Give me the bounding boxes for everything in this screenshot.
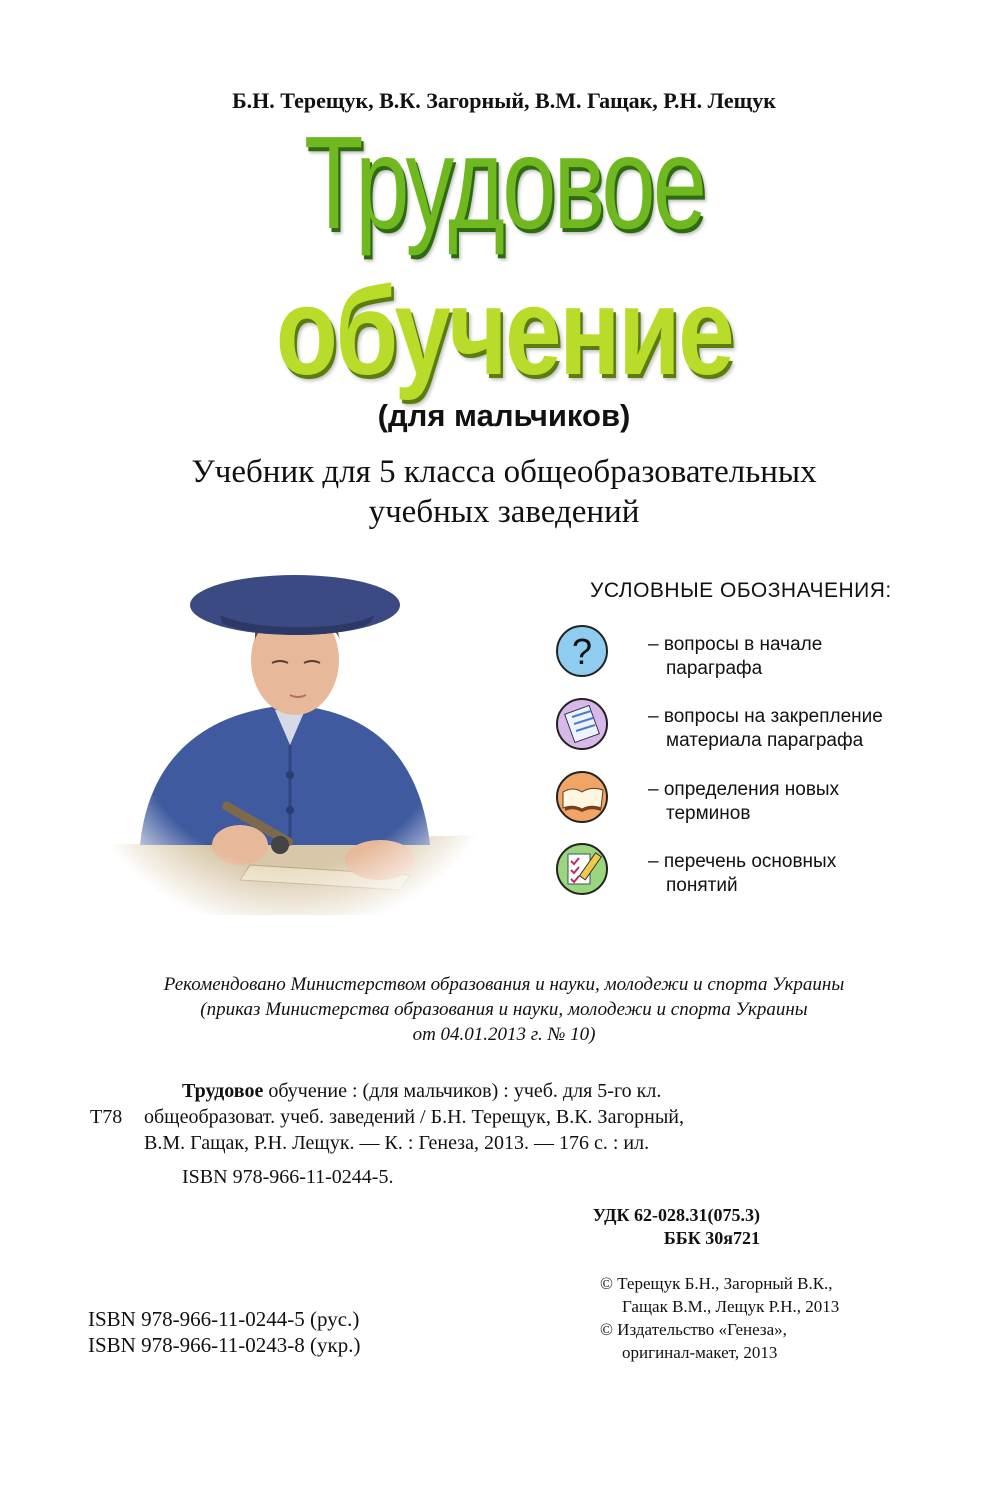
isbn-rus: ISBN 978-966-11-0244-5 (рус.) <box>88 1307 360 1331</box>
copyright-line-4: оригинал-макет, 2013 <box>622 1343 778 1362</box>
biblio-line-1 <box>182 1078 661 1104</box>
copyright-line-1: © Терещук Б.Н., Загорный В.К., <box>600 1274 833 1293</box>
legend-item-2-line-2: материала параграфа <box>666 730 864 751</box>
isbn-list <box>88 1306 360 1358</box>
legend-title: УСЛОВНЫЕ ОБОЗНАЧЕНИЯ: <box>590 579 892 602</box>
biblio-code: Т78 <box>90 1106 123 1128</box>
udk-code: УДК 62-028.31(075.3) <box>592 1205 760 1225</box>
legend-item-1 <box>648 633 948 681</box>
bbk-code: ББК 30я721 <box>663 1228 760 1248</box>
legend-item-3-line-2: терминов <box>666 803 751 824</box>
copyright <box>600 1272 839 1364</box>
book-description <box>0 452 1008 532</box>
biblio-line-1-rest: обучение : (для мальчиков) : учеб. для 5-го кл. <box>263 1080 662 1102</box>
legend-item-4-line-2: понятий <box>666 875 738 896</box>
biblio-line-3: В.М. Гащак, Р.Н. Лещук. — К. : Генеза, 2013. — 176 с. : ил. <box>144 1132 650 1154</box>
biblio-title-bold: Трудовое <box>182 1080 264 1102</box>
legend-item-3 <box>648 778 948 826</box>
title-line-1: Трудовое <box>303 109 705 256</box>
legend-item-1-line-1: – вопросы в начале <box>648 634 823 655</box>
legend-item-4 <box>648 850 948 898</box>
recommendation-line-3: от 04.01.2013 г. № 10) <box>412 1024 596 1045</box>
recommendation-line-2: (приказ Министерства образования и науки, молодежи и спорта Украины <box>200 999 808 1020</box>
question-mark-icon <box>555 624 609 678</box>
copyright-line-2: Гащак В.М., Лещук Р.Н., 2013 <box>622 1297 840 1316</box>
svg-text:?: ? <box>571 631 593 672</box>
title-line-2: обучение <box>275 263 733 401</box>
recommendation <box>0 972 1008 1047</box>
book-description-line-1: Учебник для 5 класса общеобразовательных <box>191 454 817 490</box>
open-book-icon <box>555 770 609 824</box>
legend-item-4-line-1: – перечень основных <box>648 851 837 872</box>
book-description-line-2: учебных заведений <box>368 494 640 530</box>
authors: Б.Н. Терещук, В.К. Загорный, В.М. Гащак, Р.Н. Лещук <box>232 88 776 113</box>
classification <box>560 1204 760 1250</box>
biblio-line-2: общеобразоват. учеб. заведений / Б.Н. Терещук, В.К. Загорный, <box>144 1106 684 1128</box>
boy-illustration <box>100 545 480 915</box>
checklist-pencil-icon <box>555 842 609 896</box>
copyright-line-3: © Издательство «Генеза», <box>600 1320 787 1339</box>
legend-item-3-line-1: – определения новых <box>648 779 840 800</box>
recommendation-line-1: Рекомендовано Министерством образования и науки, молодежи и спорта Украины <box>163 974 845 995</box>
isbn-ukr: ISBN 978-966-11-0243-8 (укр.) <box>88 1333 361 1357</box>
legend-item-2-line-1: – вопросы на закрепление <box>648 706 883 727</box>
legend-item-2 <box>648 705 948 753</box>
subtitle: (для мальчиков) <box>377 398 631 433</box>
legend-item-1-line-2: параграфа <box>666 658 763 679</box>
notebook-icon <box>555 697 609 751</box>
biblio-isbn: ISBN 978-966-11-0244-5. <box>182 1166 394 1188</box>
